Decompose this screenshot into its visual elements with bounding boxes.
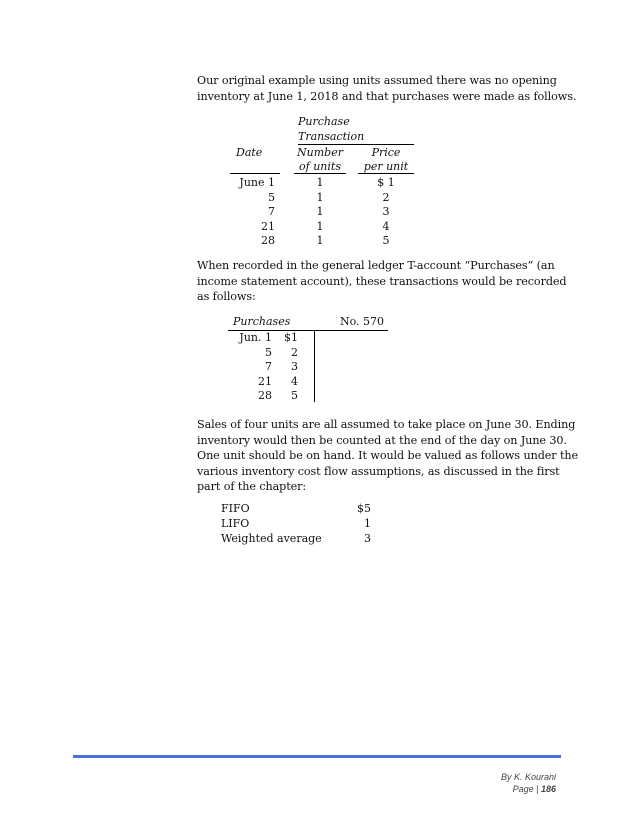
row-units: 1 <box>316 190 324 204</box>
ledger-paragraph <box>197 258 577 305</box>
t-row-date: 7 <box>265 360 272 373</box>
sales-line-5: part of the chapter: <box>197 480 307 493</box>
date-header-rule <box>230 173 280 174</box>
table-row <box>220 191 430 206</box>
valuation-value: $5 <box>357 502 371 515</box>
table-row <box>228 360 314 375</box>
t-account-rows <box>228 331 314 404</box>
footer-author: By K. Kourani <box>500 772 556 782</box>
row-date: 5 <box>268 190 275 204</box>
purchase-rows <box>220 176 430 249</box>
row-units: 1 <box>316 234 324 247</box>
valuation-value: 1 <box>364 517 371 530</box>
ledger-line-3: as follows: <box>197 290 256 303</box>
sales-line-4: various inventory cost flow assumptions, as discussed in the first <box>197 464 560 478</box>
t-row-amount: 4 <box>291 374 298 388</box>
t-row-date: Jun. 1 <box>239 331 272 344</box>
units-header-rule <box>294 173 346 174</box>
row-units: 1 <box>316 176 324 189</box>
footer-page-separator: | <box>533 784 541 794</box>
row-price: 3 <box>382 205 390 218</box>
valuation-method: LIFO <box>221 517 250 530</box>
row-units: 1 <box>316 219 324 233</box>
intro-line-2: inventory at June 1, 2018 and that purchases were made as follows. <box>197 89 577 103</box>
ledger-line-2: income statement account), these transactions would be recorded <box>197 274 567 288</box>
t-row-amount: 5 <box>291 389 298 402</box>
sales-line-3: One unit should be on hand. It would be valued as follows under the <box>197 449 579 462</box>
valuation-list <box>221 502 381 547</box>
list-item <box>221 517 381 532</box>
sales-line-2: inventory would then be counted at the end of the day on June 30. <box>197 433 567 447</box>
units-header-line2: of units <box>299 160 341 173</box>
sales-paragraph <box>197 417 582 495</box>
table-row <box>228 375 314 390</box>
row-price: 4 <box>382 219 390 233</box>
list-item <box>221 502 381 517</box>
price-header-line1: Price <box>371 146 401 159</box>
t-row-date: 28 <box>258 389 272 402</box>
valuation-value: 3 <box>364 532 371 545</box>
footer-page-number: 186 <box>540 784 556 794</box>
units-header-line1: Number <box>297 146 343 159</box>
t-row-amount: 2 <box>291 345 298 359</box>
footer-rule <box>73 755 561 758</box>
date-header: Date <box>236 146 263 159</box>
sales-line-1: Sales of four units are all assumed to take place on June 30. Ending <box>197 418 576 431</box>
purchase-group-header-line2: Transaction <box>298 130 365 143</box>
t-row-amount: $1 <box>284 331 298 344</box>
t-account-divider <box>314 330 315 402</box>
t-account-number: No. 570 <box>340 315 385 328</box>
row-date: June 1 <box>239 176 275 189</box>
table-row <box>220 234 430 249</box>
row-price: 2 <box>382 190 390 204</box>
t-row-date: 5 <box>265 345 272 359</box>
table-row <box>228 331 314 346</box>
row-date: 7 <box>268 205 275 218</box>
price-header-rule <box>358 173 414 174</box>
table-row <box>220 176 430 191</box>
group-header-rule <box>298 144 414 145</box>
row-date: 21 <box>261 219 275 233</box>
table-row <box>228 389 314 404</box>
footer-page <box>400 784 556 794</box>
price-header-line2: per unit <box>363 160 409 173</box>
purchase-table <box>220 112 430 252</box>
t-row-amount: 3 <box>291 360 298 373</box>
valuation-method: FIFO <box>221 502 250 515</box>
row-price: $ 1 <box>377 176 395 189</box>
footer-page-label: Page <box>512 784 534 794</box>
row-price: 5 <box>382 234 390 247</box>
t-row-date: 21 <box>258 374 272 388</box>
row-units: 1 <box>316 205 324 218</box>
purchase-group-header-line1: Purchase <box>298 115 350 128</box>
row-date: 28 <box>261 234 275 247</box>
valuation-method: Weighted average <box>221 532 322 545</box>
t-account <box>228 313 388 405</box>
table-row <box>228 346 314 361</box>
t-account-title: Purchases <box>233 315 291 328</box>
table-row <box>220 205 430 220</box>
intro-paragraph <box>197 73 577 104</box>
intro-line-1: Our original example using units assumed there was no opening <box>197 74 557 87</box>
table-row <box>220 220 430 235</box>
list-item <box>221 532 381 547</box>
ledger-line-1: When recorded in the general ledger T-account “Purchases” (an <box>197 259 555 272</box>
